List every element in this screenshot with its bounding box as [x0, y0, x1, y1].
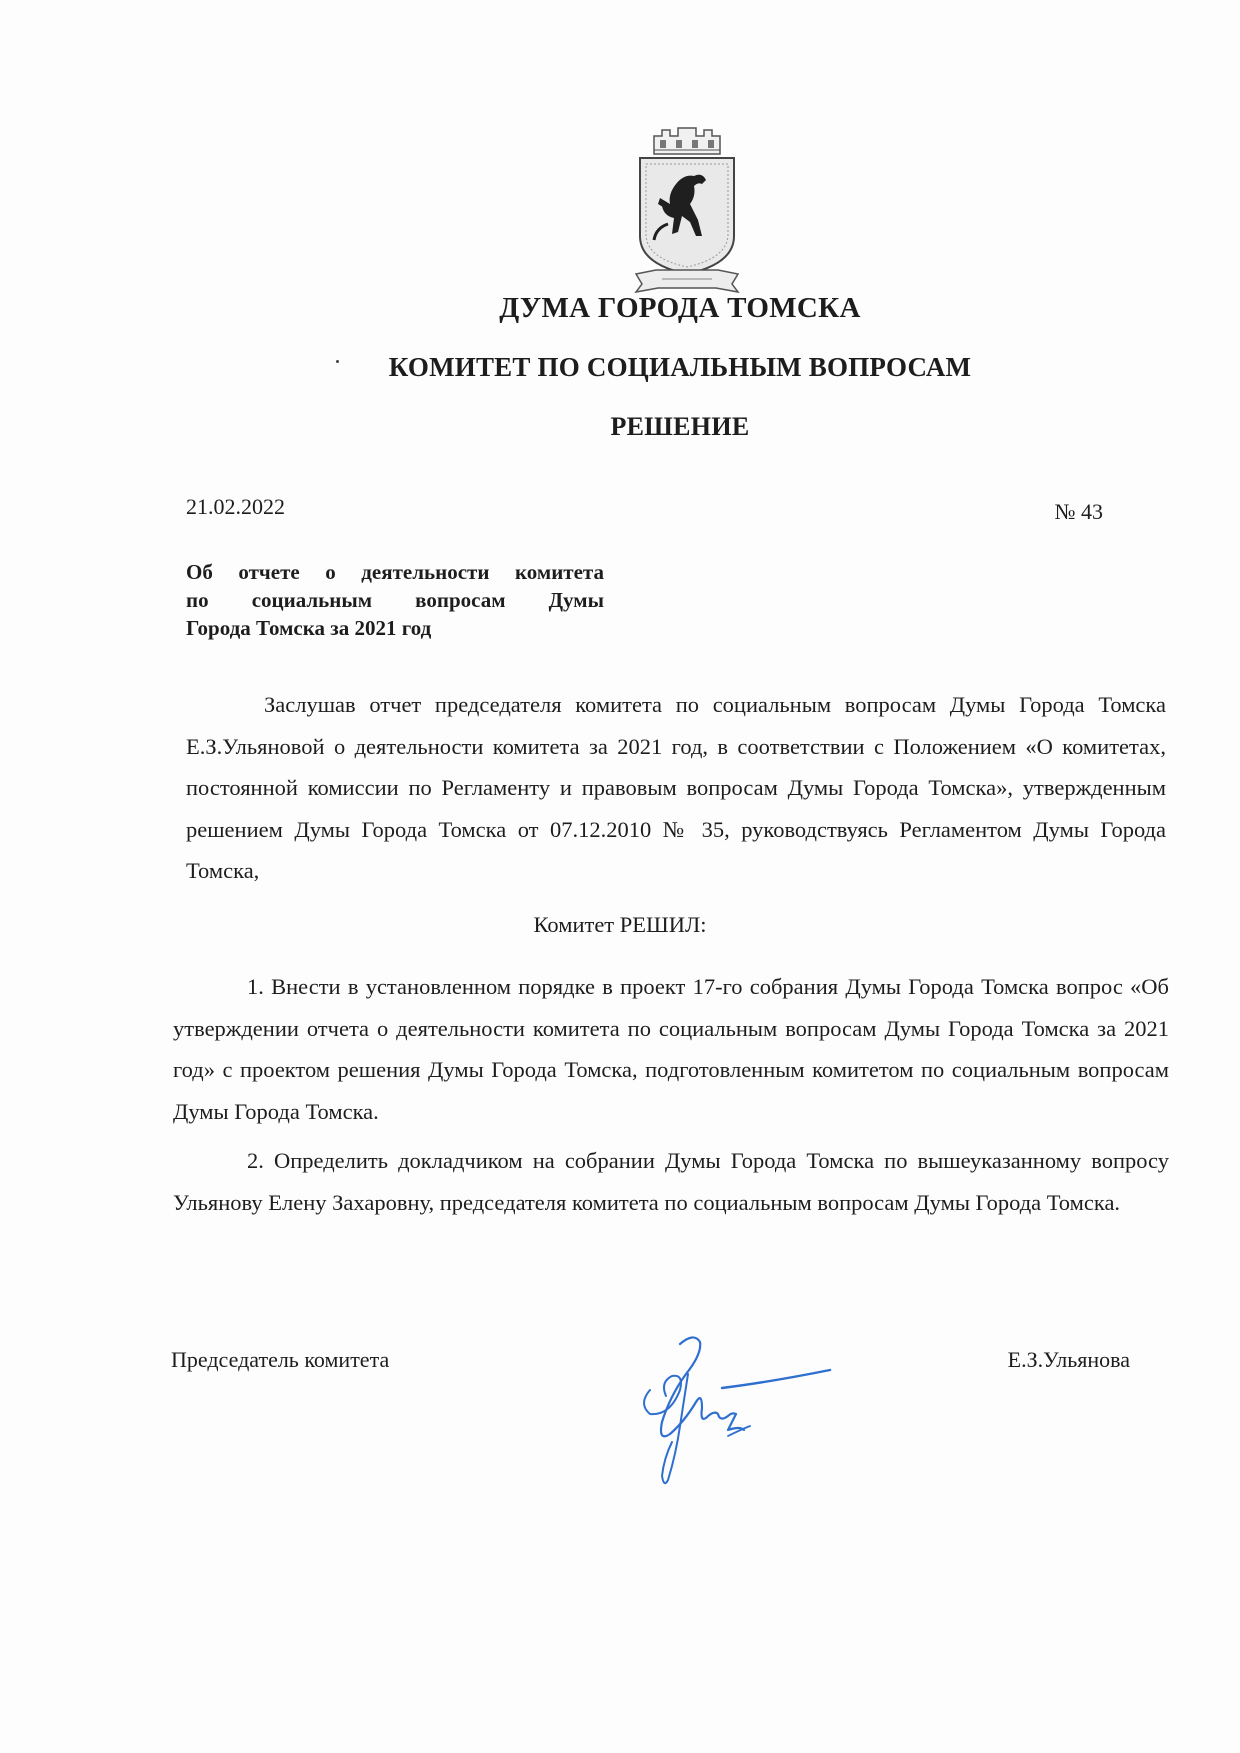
decision-item-2: 2. Определить докладчиком на собрании Думы Города Томска по вышеуказанному вопросу Ульянову Елену Захаровну, председателя комитета по социальным вопросам Думы Города Томска. — [173, 1148, 1169, 1215]
subject-line-3: Города Томска за 2021 год — [186, 616, 432, 640]
signatory-name: Е.З.Ульянова — [1007, 1347, 1130, 1372]
coat-of-arms-icon — [632, 124, 742, 294]
resolved-heading: Комитет РЕШИЛ: — [533, 912, 707, 937]
subject-line-2: по социальным вопросам Думы — [186, 588, 604, 612]
subject-line-1: Об отчете о деятельности комитета — [186, 560, 604, 584]
document-number: № 43 — [1054, 499, 1103, 524]
document-type-title: РЕШЕНИЕ — [610, 412, 750, 441]
document-date: 21.02.2022 — [186, 494, 285, 519]
signatory-title: Председатель комитета — [171, 1347, 390, 1372]
duma-title: ДУМА ГОРОДА ТОМСКА — [499, 292, 861, 324]
decision-item-1: 1. Внести в установленном порядке в проект 17-го собрания Думы Города Томска вопрос «Об утверждении отчета о деятельности комитета по социальным вопросам Думы Города Томска за 2021 год» с проектом решения Думы Города Томска, подготовленным комитетом по социальным вопросам Думы Города Томска. — [173, 974, 1169, 1124]
handwritten-signature — [610, 1330, 850, 1490]
intro-paragraph: Заслушав отчет председателя комитета по социальным вопросам Думы Города Томска Е.З.Ульяновой о деятельности комитета за 2021 год, в соответствии с Положением «О комитетах, постоянной комиссии по Регламенту и правовым вопросам Думы Города Томска», утвержденным решением Думы Города Томска от 07.12.2010 № 35, руководствуясь Регламентом Думы Города Томска, — [186, 692, 1166, 883]
committee-title: КОМИТЕТ ПО СОЦИАЛЬНЫМ ВОПРОСАМ — [388, 352, 972, 382]
document-subject — [186, 558, 604, 642]
